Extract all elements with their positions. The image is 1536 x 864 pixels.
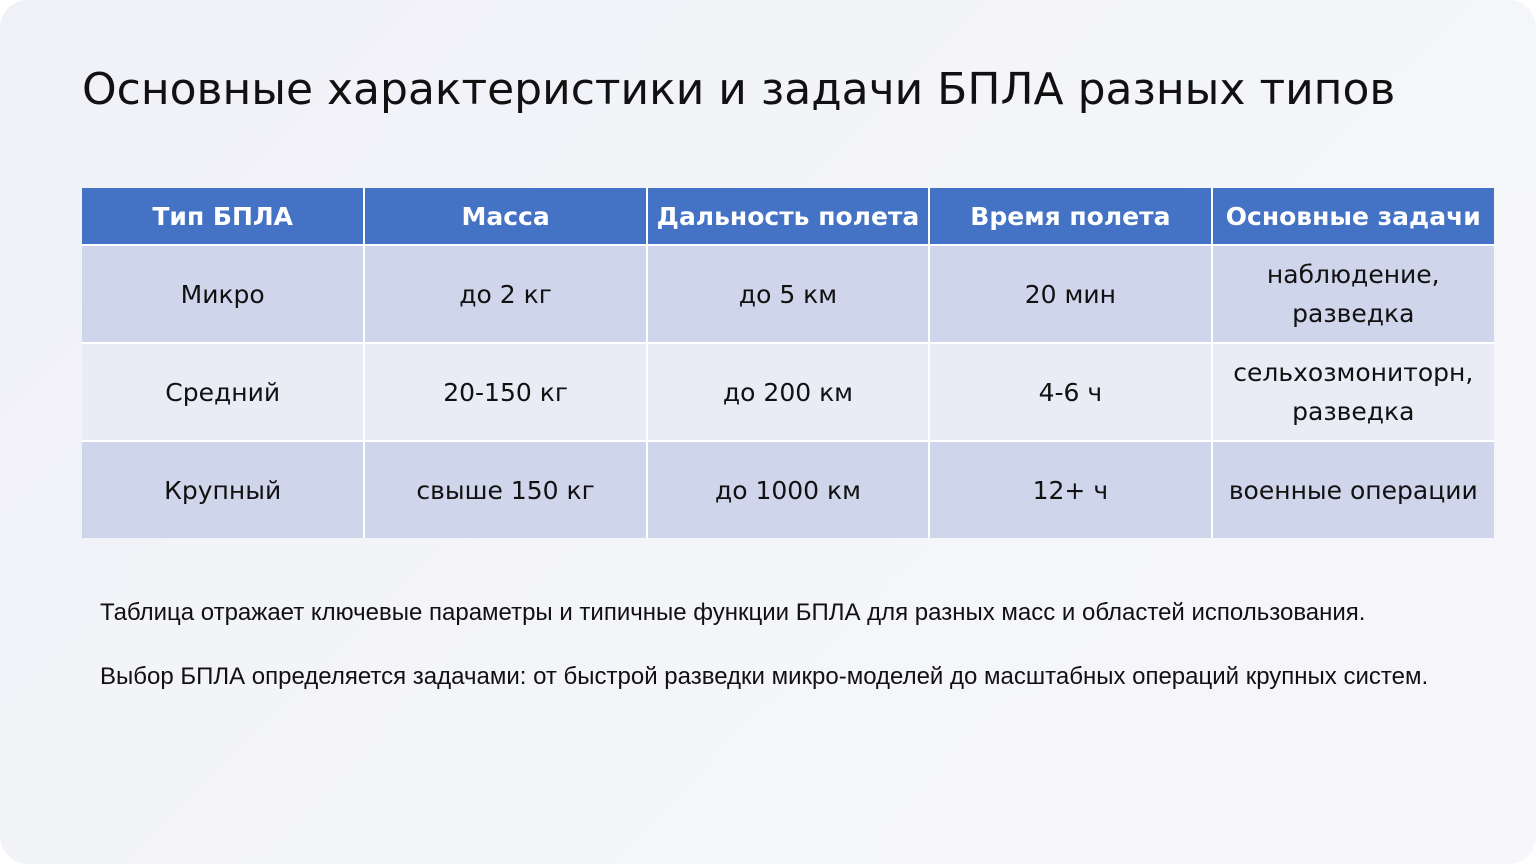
table-row-micro (82, 245, 1494, 343)
uav-characteristics-table (82, 188, 1494, 538)
cell-tasks: военные операции (1212, 441, 1494, 538)
cell-range: до 5 км (647, 245, 929, 343)
slide-title: Основные характеристики и задачи БПЛА разных типов (82, 64, 1396, 115)
cell-mass: свыше 150 кг (364, 441, 646, 538)
header-flight-time: Время полета (929, 188, 1211, 245)
cell-range: до 200 км (647, 343, 929, 441)
cell-type: Крупный (82, 441, 364, 538)
cell-flight-time: 20 мин (929, 245, 1211, 343)
cell-flight-time: 12+ ч (929, 441, 1211, 538)
header-mass: Масса (364, 188, 646, 245)
cell-type: Средний (82, 343, 364, 441)
cell-range: до 1000 км (647, 441, 929, 538)
note-paragraph: Таблица отражает ключевые параметры и типичные функции БПЛА для разных масс и областей использования. (100, 599, 1366, 626)
slide-notes (100, 598, 1500, 692)
table-row-medium (82, 343, 1494, 441)
header-range: Дальность полета (647, 188, 929, 245)
cell-tasks: наблюдение, разведка (1212, 245, 1494, 343)
cell-type: Микро (82, 245, 364, 343)
header-type: Тип БПЛА (82, 188, 364, 245)
header-tasks: Основные задачи (1212, 188, 1494, 245)
table-row-large (82, 441, 1494, 538)
cell-mass: до 2 кг (364, 245, 646, 343)
cell-tasks: сельхозмониторн, разведка (1212, 343, 1494, 441)
cell-mass: 20-150 кг (364, 343, 646, 441)
cell-flight-time: 4-6 ч (929, 343, 1211, 441)
note-paragraph: Выбор БПЛА определяется задачами: от быстрой разведки микро-моделей до масштабных операций крупных систем. (100, 663, 1429, 690)
table-header-row (82, 188, 1494, 245)
